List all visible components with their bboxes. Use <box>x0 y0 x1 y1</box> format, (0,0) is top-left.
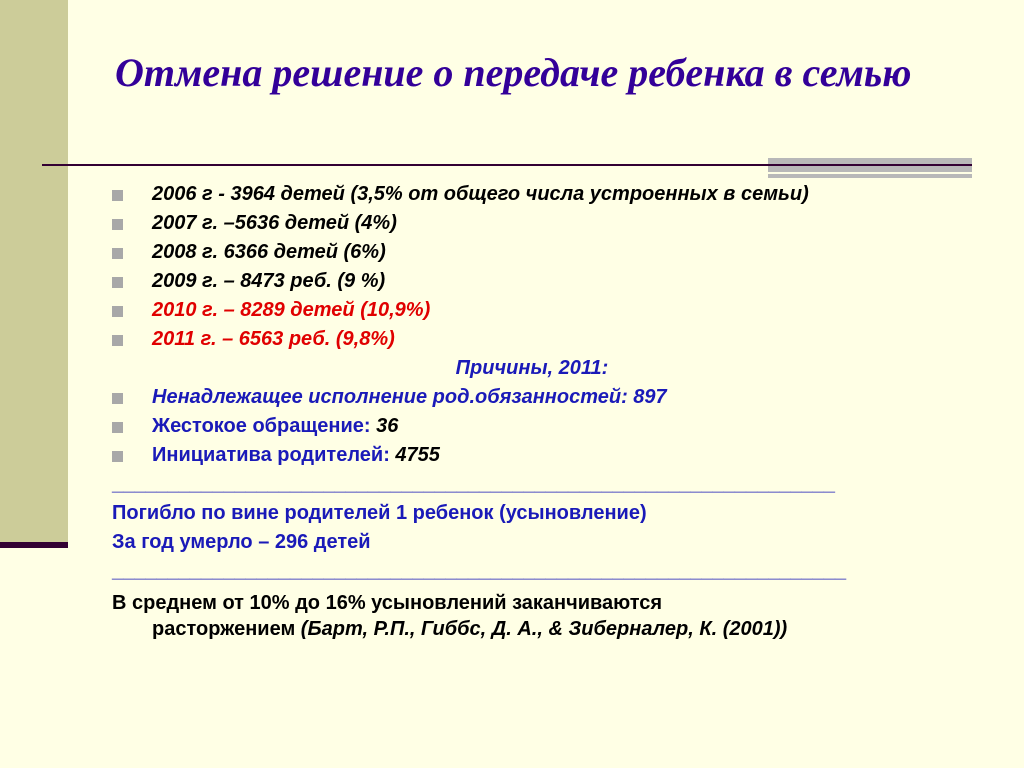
year-item-text: 2011 г. – 6563 реб. (9,8%) <box>152 328 395 350</box>
reason-label: Инициатива родителей: <box>152 444 396 466</box>
reason-item <box>112 383 992 412</box>
reason-item-text <box>152 383 667 412</box>
reasons-heading: Причины, 2011: <box>455 357 609 379</box>
slide-content <box>112 180 992 642</box>
year-item-text: 2010 г. – 8289 детей (10,9%) <box>152 299 431 321</box>
reasons-heading-row <box>112 354 992 383</box>
final-line-1: В среднем от 10% до 16% усыновлений заканчиваются <box>112 592 663 614</box>
final-statement <box>112 590 992 642</box>
square-bullet-icon <box>112 190 123 201</box>
square-bullet-icon <box>112 248 123 259</box>
square-bullet-icon <box>112 277 123 288</box>
divider-line: __________________________________________________________________ <box>112 560 847 582</box>
year-item <box>112 238 992 267</box>
year-item-text: 2006 г - 3964 детей (3,5% от общего числа устроенных в семьи) <box>152 183 809 205</box>
divider-line: _________________________________________________________________ <box>112 473 835 495</box>
reason-item <box>112 441 992 470</box>
died-in-year-text: За год умерло – 296 детей <box>112 531 371 553</box>
final-line-2-plain: расторжением <box>152 618 301 640</box>
year-item <box>112 267 992 296</box>
reason-item <box>112 412 992 441</box>
year-item <box>112 296 992 325</box>
reason-item-text <box>152 441 440 470</box>
reason-value: 36 <box>376 415 399 437</box>
year-item <box>112 325 992 354</box>
reason-value: 4755 <box>395 444 440 466</box>
reason-label: Жестокое обращение: <box>152 415 377 437</box>
death-by-parents-text: Погибло по вине родителей 1 ребенок (усыновление) <box>112 502 647 524</box>
year-item-text: 2009 г. – 8473 реб. (9 %) <box>152 270 386 292</box>
title-rule-accent <box>768 158 972 178</box>
year-item <box>112 209 992 238</box>
square-bullet-icon <box>112 219 123 230</box>
slide-title: Отмена решение о передаче ребенка в семью <box>115 50 912 95</box>
reason-label: Ненадлежащее исполнение род.обязанностей: 897 <box>152 386 667 408</box>
square-bullet-icon <box>112 306 123 317</box>
year-item-text: 2007 г. –5636 детей (4%) <box>152 212 397 234</box>
square-bullet-icon <box>112 335 123 346</box>
citation-text: (Барт, Р.П., Гиббс, Д. А., & Зиберналер, К. (2001)) <box>300 618 788 640</box>
square-bullet-icon <box>112 393 123 404</box>
square-bullet-icon <box>112 451 123 462</box>
left-bar-rule <box>0 542 68 548</box>
final-line-2 <box>112 616 992 642</box>
square-bullet-icon <box>112 422 123 433</box>
year-item <box>112 180 992 209</box>
year-item-text: 2008 г. 6366 детей (6%) <box>152 241 386 263</box>
left-decorative-bar <box>0 0 68 546</box>
reason-item-text <box>152 412 398 441</box>
